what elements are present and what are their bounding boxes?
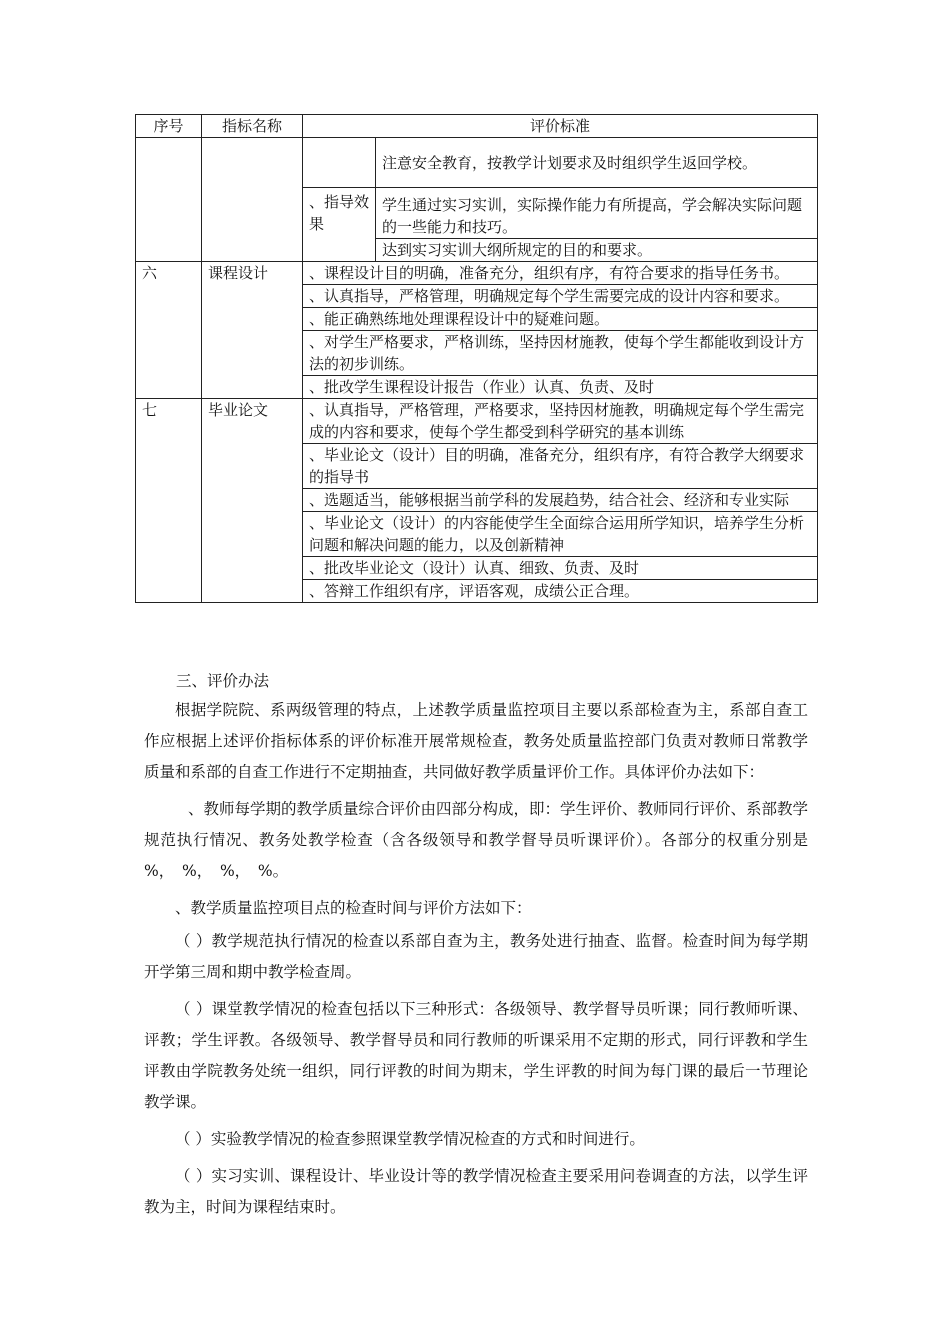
header-evaluation-standard: 评价标准 bbox=[303, 115, 818, 138]
standard-cell: 达到实习实训大纲所规定的目的和要求。 bbox=[376, 239, 818, 262]
standard-cell: 、对学生严格要求，严格训练，坚持因材施教，使每个学生都能收到设计方法的初步训练。 bbox=[303, 331, 818, 376]
evaluation-criteria-table bbox=[135, 114, 818, 603]
name-cell: 课程设计 bbox=[202, 262, 303, 399]
sub-item-4-paragraph: （ ）实习实训、课程设计、毕业设计等的教学情况检查主要采用问卷调查的方法，以学生评教为主，时间为课程结束时。 bbox=[144, 1167, 808, 1216]
intro-paragraph: 根据学院院、系两级管理的特点，上述教学质量监控项目主要以系部检查为主，系部自查工作应根据上述评价指标体系的评价标准开展常规检查，教务处质量监控部门负责对教师日常教学质量和系部的自查工作进行不定期抽查，共同做好教学质量评价工作。具体评价办法如下： bbox=[144, 701, 808, 781]
item-1-paragraph: 、教师每学期的教学质量综合评价由四部分构成，即：学生评价、教师同行评价、系部教学规范执行情况、教务处教学检查（含各级领导和教学督导员听课评价）。各部分的权重分别是 %， %， %， %。 bbox=[144, 800, 824, 880]
name-cell bbox=[202, 138, 303, 262]
standard-cell: 、毕业论文（设计）目的明确，准备充分，组织有序，有符合教学大纲要求的指导书 bbox=[303, 444, 818, 489]
standard-cell: 、选题适当，能够根据当前学科的发展趋势，结合社会、经济和专业实际 bbox=[303, 489, 818, 512]
table-row bbox=[136, 262, 818, 285]
section-body bbox=[144, 695, 824, 1223]
standard-cell: 、能正确熟练地处理课程设计中的疑难问题。 bbox=[303, 308, 818, 331]
sub-item-2-paragraph: （ ）课堂教学情况的检查包括以下三种形式：各级领导、教学督导员听课；同行教师听课、评教；学生评教。各级领导、教学督导员和同行教师的听课采用不定期的形式，同行评教和学生评教由学院教务处统一组织，同行评教的时间为期末，学生评教的时间为每门课的最后一节理论教学课。 bbox=[144, 1000, 808, 1111]
section-heading: 三、评价办法 bbox=[176, 672, 270, 690]
sub-label-cell bbox=[303, 138, 376, 188]
standard-cell: 、批改毕业论文（设计）认真、细致、负责、及时 bbox=[303, 557, 818, 580]
table-header-row bbox=[136, 115, 818, 138]
table-row bbox=[136, 399, 818, 444]
standard-cell: 注意安全教育，按教学计划要求及时组织学生返回学校。 bbox=[376, 138, 818, 188]
standard-cell: 、批改学生课程设计报告（作业）认真、负责、及时 bbox=[303, 376, 818, 399]
standard-cell: 、毕业论文（设计）的内容能使学生全面综合运用所学知识，培养学生分析问题和解决问题的能力，以及创新精神 bbox=[303, 512, 818, 557]
standard-cell: 、认真指导，严格管理，明确规定每个学生需要完成的设计内容和要求。 bbox=[303, 285, 818, 308]
standard-cell: 、认真指导，严格管理，严格要求，坚持因材施教，明确规定每个学生需完成的内容和要求，使每个学生都受到科学研究的基本训练 bbox=[303, 399, 818, 444]
header-index: 序号 bbox=[136, 115, 202, 138]
sub-item-3-paragraph: （ ）实验教学情况的检查参照课堂教学情况检查的方式和时间进行。 bbox=[175, 1130, 645, 1148]
standard-cell: 学生通过实习实训，实际操作能力有所提高，学会解决实际问题的一些能力和技巧。 bbox=[376, 188, 818, 239]
index-cell: 七 bbox=[136, 399, 202, 603]
header-indicator-name: 指标名称 bbox=[202, 115, 303, 138]
index-cell: 六 bbox=[136, 262, 202, 399]
table-row bbox=[136, 138, 818, 188]
sub-item-1-paragraph: （ ）教学规范执行情况的检查以系部自查为主，教务处进行抽查、监督。检查时间为每学期开学第三周和期中教学检查周。 bbox=[144, 932, 808, 981]
standard-cell: 、课程设计目的明确，准备充分，组织有序，有符合要求的指导任务书。 bbox=[303, 262, 818, 285]
standard-cell: 、答辩工作组织有序，评语客观，成绩公正合理。 bbox=[303, 580, 818, 603]
index-cell bbox=[136, 138, 202, 262]
name-cell: 毕业论文 bbox=[202, 399, 303, 603]
item-2-paragraph: 、教学质量监控项目点的检查时间与评价方法如下： bbox=[175, 899, 532, 917]
sub-label-guidance-effect: 、指导效果 bbox=[303, 188, 376, 262]
